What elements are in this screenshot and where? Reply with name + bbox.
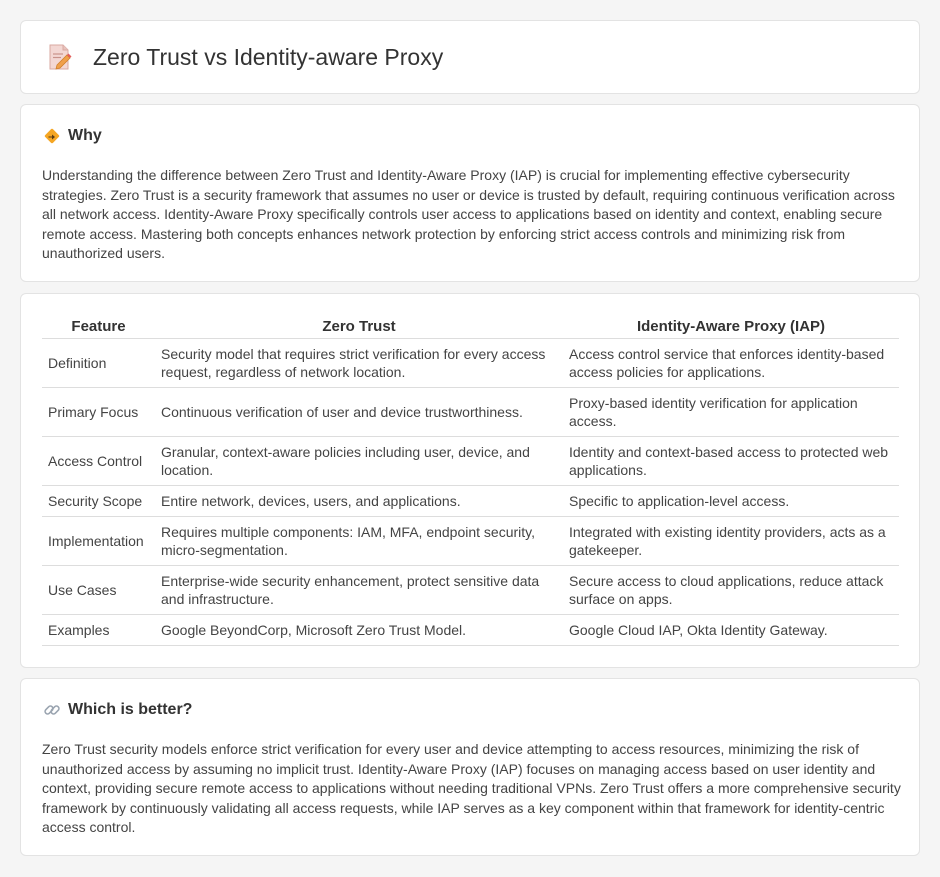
header-iap: Identity-Aware Proxy (IAP)	[563, 316, 899, 338]
table-header-row	[42, 316, 899, 338]
header-zero-trust: Zero Trust	[155, 316, 563, 338]
title-card	[20, 20, 920, 94]
page-title: Zero Trust vs Identity-aware Proxy	[93, 43, 444, 70]
title-row	[47, 43, 443, 71]
link-icon	[43, 701, 61, 719]
table-row	[42, 387, 899, 436]
diamond-arrows-icon	[43, 127, 61, 145]
row-feature: Primary Focus	[42, 387, 155, 436]
why-section	[20, 104, 920, 282]
row-iap: Specific to application-level access.	[563, 485, 899, 516]
row-iap: Access control service that enforces identity-based access policies for applications.	[563, 338, 899, 387]
table-row	[42, 338, 899, 387]
row-feature: Definition	[42, 338, 155, 387]
row-iap: Identity and context-based access to protected web applications.	[563, 436, 899, 485]
comparison-table	[42, 316, 899, 646]
row-feature: Security Scope	[42, 485, 155, 516]
row-zero-trust: Continuous verification of user and device trustworthiness.	[155, 387, 563, 436]
table-row	[42, 485, 899, 516]
why-body: Understanding the difference between Zero Trust and Identity-Aware Proxy (IAP) is crucial for implementing effective cybersecurity strategies. Zero Trust is a security framework that assumes no user or device is trusted by default, requiring continuous verification across all network access. Identity-Aware Proxy specifically controls user access to applications based on identity and context, enabling secure remote access. Mastering both concepts enhances network protection by enforcing strict access controls and minimizing risk from unauthorized users.	[42, 167, 895, 262]
why-heading	[43, 127, 102, 145]
table-row	[42, 565, 899, 614]
row-zero-trust: Granular, context-aware policies including user, device, and location.	[155, 436, 563, 485]
row-zero-trust: Entire network, devices, users, and applications.	[155, 485, 563, 516]
row-zero-trust: Security model that requires strict verification for every access request, regardless of network location.	[155, 338, 563, 387]
table-row	[42, 436, 899, 485]
table-row	[42, 614, 899, 645]
row-zero-trust: Enterprise-wide security enhancement, protect sensitive data and infrastructure.	[155, 565, 563, 614]
row-iap: Proxy-based identity verification for application access.	[563, 387, 899, 436]
row-feature: Implementation	[42, 516, 155, 565]
row-zero-trust: Google BeyondCorp, Microsoft Zero Trust Model.	[155, 614, 563, 645]
row-feature: Examples	[42, 614, 155, 645]
which-is-better-section	[20, 678, 920, 856]
row-iap: Integrated with existing identity providers, acts as a gatekeeper.	[563, 516, 899, 565]
comparison-section	[20, 293, 920, 668]
better-body: Zero Trust security models enforce strict verification for every user and device attempting to access resources, minimizing the risk of unauthorized access by assuming no implicit trust. Identity-Aware Proxy (IAP) focuses on managing access based on user identity and context, providing secure remote access to applications without needing traditional VPNs. Zero Trust offers a more comprehensive security framework by continuously validating all access requests, while IAP serves as a key component within that framework for identity-centric access control.	[42, 741, 901, 836]
document-pencil-icon	[47, 43, 73, 71]
row-iap: Google Cloud IAP, Okta Identity Gateway.	[563, 614, 899, 645]
row-iap: Secure access to cloud applications, reduce attack surface on apps.	[563, 565, 899, 614]
row-feature: Use Cases	[42, 565, 155, 614]
row-zero-trust: Requires multiple components: IAM, MFA, endpoint security, micro-segmentation.	[155, 516, 563, 565]
row-feature: Access Control	[42, 436, 155, 485]
why-title: Why	[68, 127, 102, 144]
header-feature: Feature	[42, 316, 155, 338]
better-title: Which is better?	[68, 701, 193, 718]
table-row	[42, 516, 899, 565]
better-heading	[43, 701, 192, 719]
